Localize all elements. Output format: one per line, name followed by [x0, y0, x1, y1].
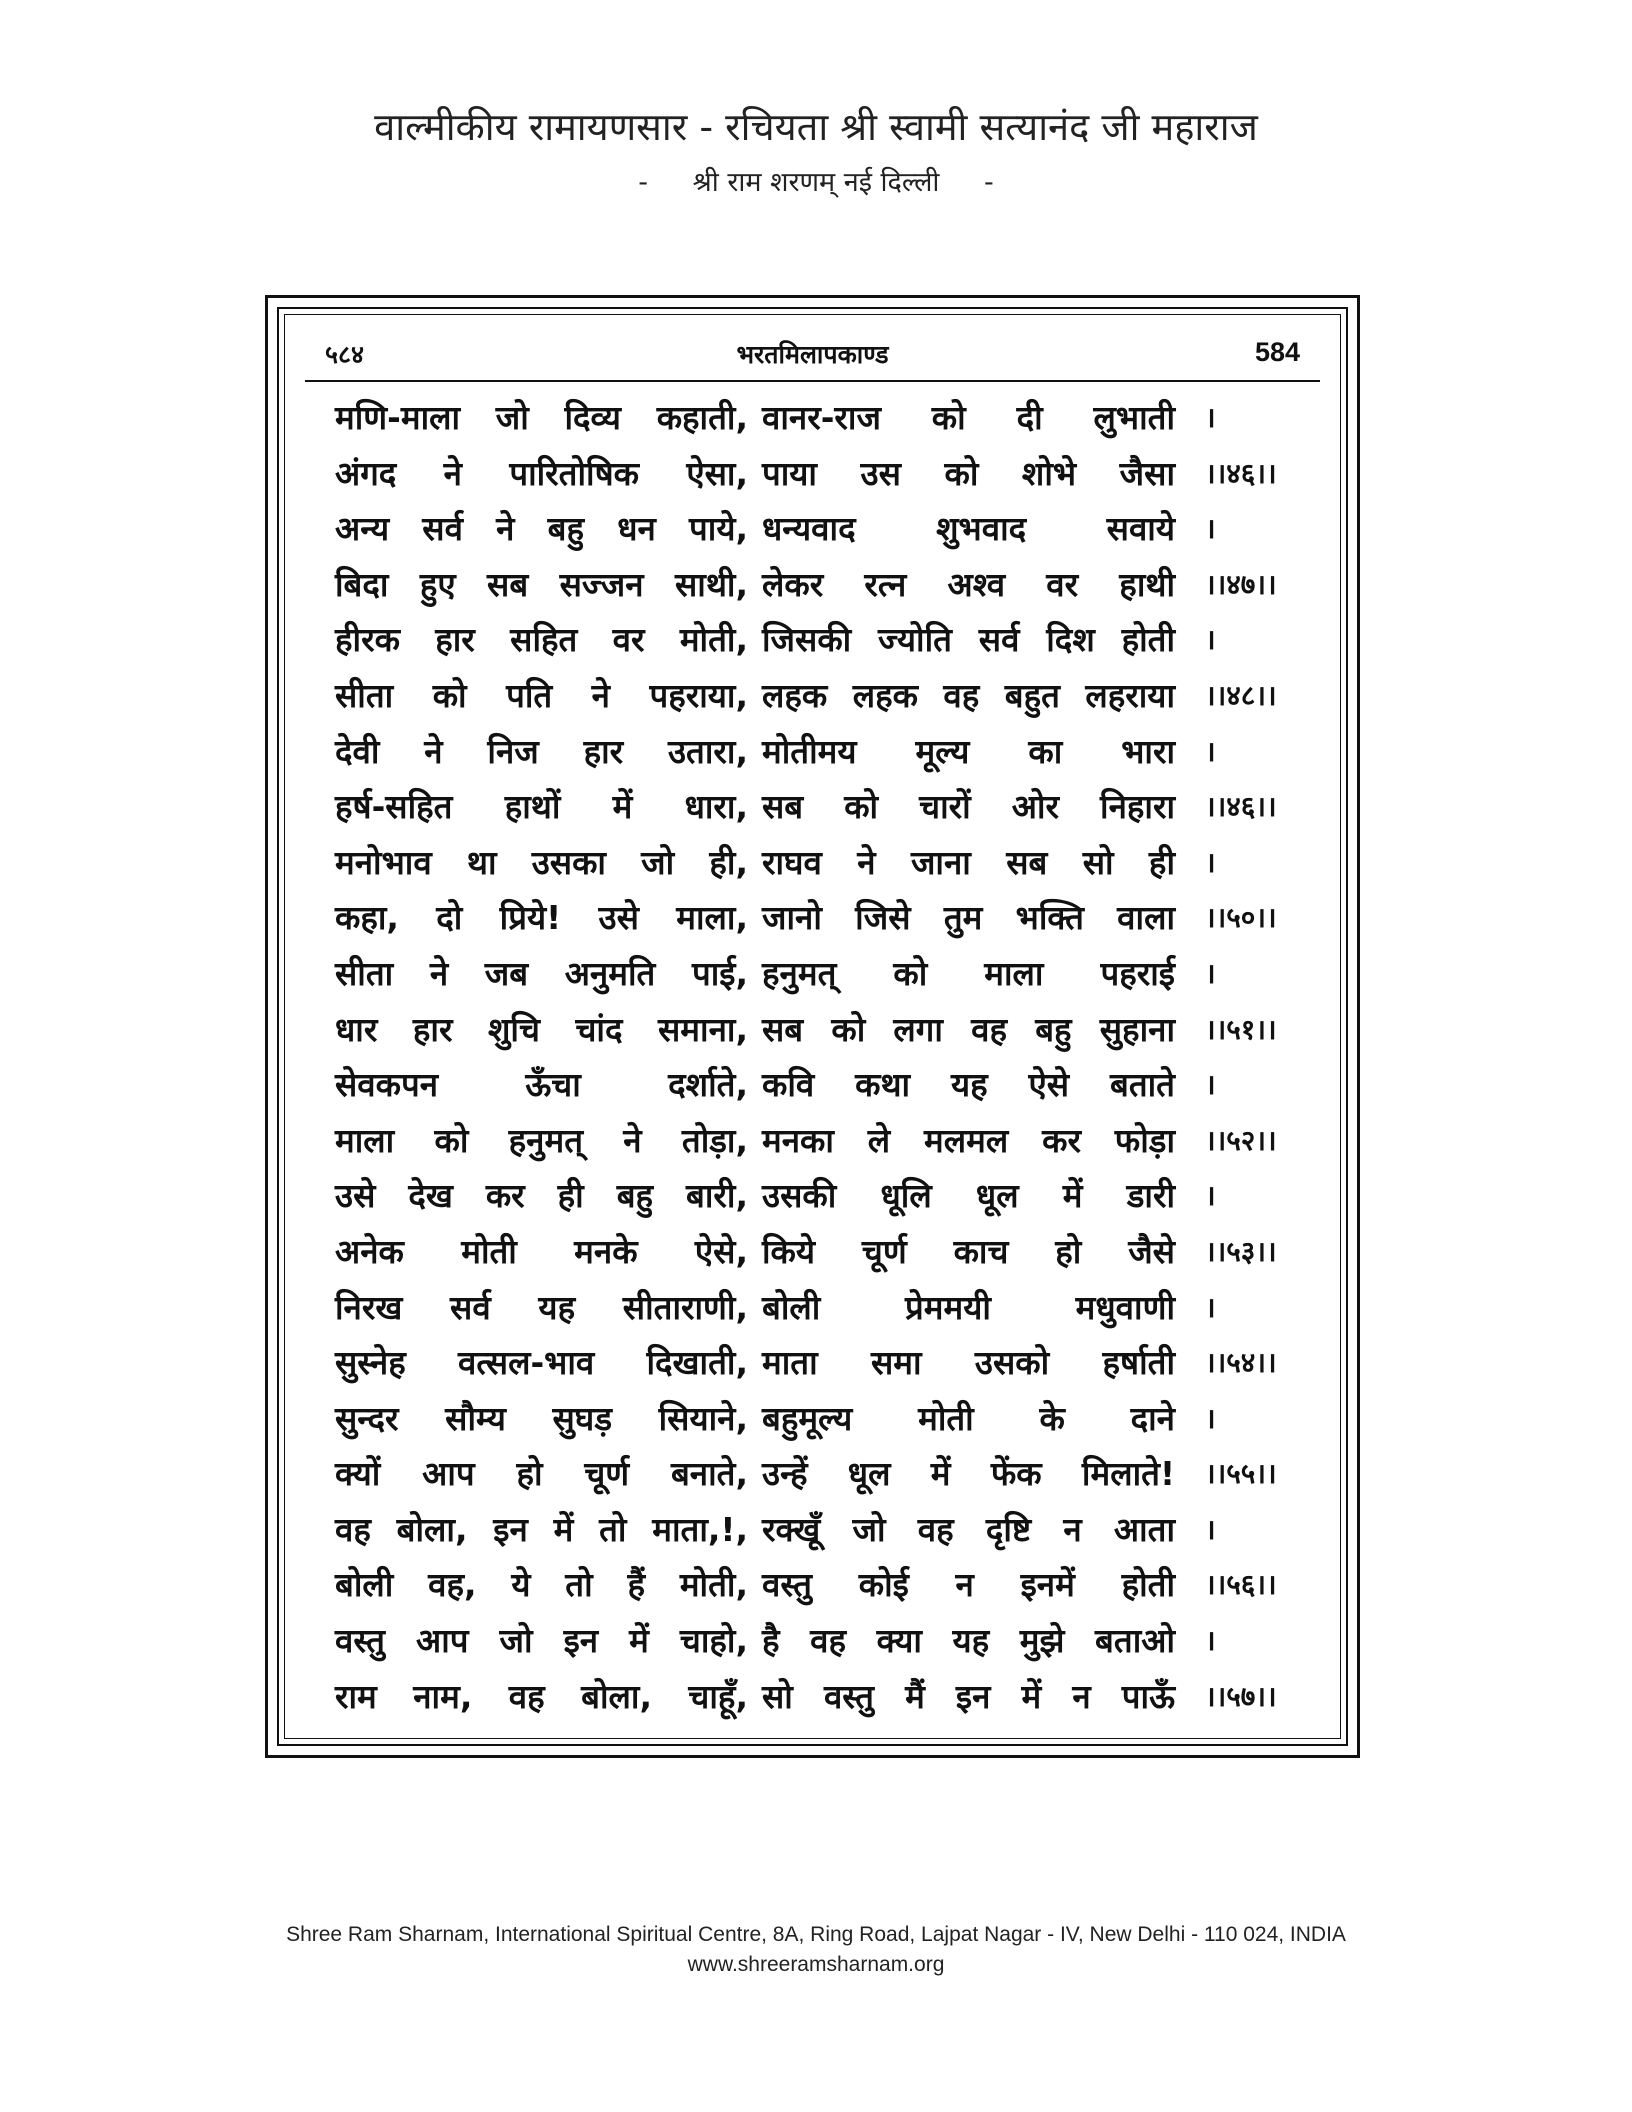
verse-left-half: मनोभाव था उसका जो ही, [335, 842, 748, 882]
verse-right-half: उसकी धूलि धूल में डारी [762, 1176, 1175, 1216]
subtitle-dash-left: - [638, 167, 649, 198]
verse-left-half: सीता ने जब अनुमति पाई, [335, 953, 748, 993]
verse-number: ।।५५।। [1205, 1457, 1277, 1491]
verse-left-half: सुन्दर सौम्य सुघड़ सियाने, [335, 1398, 748, 1438]
verse-number: ।।५२।। [1205, 1123, 1277, 1157]
verse-right-half: सो वस्तु मैं इन में न पाऊँ [762, 1676, 1175, 1716]
verse-number: । [1205, 512, 1216, 546]
verse-number: । [1205, 1624, 1216, 1658]
verse-line [285, 1113, 1340, 1169]
verse-left-half: अनेक मोती मनके ऐसे, [335, 1231, 748, 1271]
verse-number: । [1205, 1401, 1216, 1435]
verse-right-half: धन्यवाद शुभवाद सवाये [762, 509, 1175, 549]
verse-line [285, 946, 1340, 1002]
verse-line [285, 390, 1340, 446]
verse-right-half: कवि कथा यह ऐसे बताते [762, 1065, 1175, 1105]
verse-number: ।।५०।। [1205, 901, 1277, 935]
verse-number: ।।५४।। [1205, 1346, 1277, 1380]
verse-right-half: बहुमूल्य मोती के दाने [762, 1398, 1175, 1438]
verse-number: । [1205, 1068, 1216, 1102]
verse-right-half: उन्हें धूल में फेंक मिलाते! [762, 1454, 1175, 1494]
verse-number: ।।५३।। [1205, 1234, 1277, 1268]
verse-left-half: क्यों आप हो चूर्ण बनाते, [335, 1454, 748, 1494]
verse-line [285, 1502, 1340, 1558]
verse-right-half: हनुमत् को माला पहराई [762, 953, 1175, 993]
verse-left-half: अन्य सर्व ने बहु धन पाये, [335, 509, 748, 549]
verse-right-half: किये चूर्ण काच हो जैसे [762, 1231, 1175, 1271]
verse-number: । [1205, 956, 1216, 990]
verse-number: ।।४६।। [1205, 790, 1277, 824]
verse-line [285, 1391, 1340, 1447]
verse-right-half: मनका ले मलमल कर फोड़ा [762, 1120, 1175, 1160]
verse-number: ।।५१।। [1205, 1012, 1277, 1046]
verse-line [285, 1224, 1340, 1280]
verse-right-half: जानो जिसे तुम भक्ति वाला [762, 898, 1175, 938]
verse-left-half: कहा, दो प्रिये! उसे माला, [335, 898, 748, 938]
header-divider [305, 380, 1320, 382]
verse-line [285, 501, 1340, 557]
verse-left-half: अंगद ने पारितोषिक ऐसा, [335, 453, 748, 493]
verse-line [285, 779, 1340, 835]
verse-right-half: बोली प्रेममयी मधुवाणी [762, 1287, 1175, 1327]
verse-left-half: देवी ने निज हार उतारा, [335, 731, 748, 771]
verse-right-half: माता समा उसको हर्षाती [762, 1343, 1175, 1383]
verse-line [285, 1446, 1340, 1502]
verse-number: । [1205, 401, 1216, 434]
page-frame-innermost [284, 314, 1341, 1739]
chapter-title: भरतमिलापकाण्ड [736, 340, 889, 369]
verse-line [285, 446, 1340, 502]
verse-right-half: वानर-राज को दी लुभाती [762, 398, 1175, 437]
subtitle-text: श्री राम शरणम् नई दिल्ली [692, 167, 940, 198]
verse-number: । [1205, 1290, 1216, 1324]
verse-number: । [1205, 1179, 1216, 1213]
verse-line [285, 835, 1340, 891]
verse-right-half: है वह क्या यह मुझे बताओ [762, 1621, 1175, 1661]
verse-number: । [1205, 734, 1216, 768]
page-number-devanagari: ५८४ [325, 340, 365, 369]
verse-left-half: सीता को पति ने पहराया, [335, 675, 748, 715]
verse-number: ।।४८।। [1205, 678, 1277, 712]
verse-left-half: धार हार शुचि चांद समाना, [335, 1009, 748, 1049]
footer-url: www.shreeramsharnam.org [687, 1953, 945, 1976]
verse-line [285, 1168, 1340, 1224]
verse-number: । [1205, 845, 1216, 879]
verse-number: ।।५६।। [1205, 1568, 1277, 1602]
verse-left-half: बोली वह, ये तो हैं मोती, [335, 1565, 748, 1605]
verse-right-half: रक्खूँ जो वह दृष्टि न आता [762, 1509, 1175, 1549]
verse-line [285, 890, 1340, 946]
verse-left-half: राम नाम, वह बोला, चाहूँ, [335, 1676, 748, 1716]
document-subtitle [0, 162, 1632, 199]
subtitle-dash-right: - [983, 167, 994, 198]
verse-line [285, 1557, 1340, 1613]
verse-left-half: सेवकपन ऊँचा दर्शाते, [335, 1065, 748, 1105]
document-title: वाल्मीकीय रामायणसार - रचियता श्री स्वामी सत्यानंद जी महाराज [374, 105, 1258, 149]
verse-right-half: वस्तु कोई न इनमें होती [762, 1565, 1175, 1605]
verse-right-half: राघव ने जाना सब सो ही [762, 842, 1175, 882]
verse-line [285, 1057, 1340, 1113]
verse-line [285, 1613, 1340, 1669]
verse-line [285, 612, 1340, 668]
verse-number: ।।५७।। [1205, 1679, 1277, 1713]
verse-left-half: वह बोला, इन में तो माता,!, [335, 1509, 748, 1549]
verse-right-half: सब को चारों ओर निहारा [762, 787, 1175, 827]
verse-left-half: मणि-माला जो दिव्य कहाती, [335, 398, 748, 437]
verse-right-half: लहक लहक वह बहुत लहराया [762, 675, 1175, 715]
verse-line [285, 557, 1340, 613]
verse-number: । [1205, 623, 1216, 657]
verse-left-half: हर्ष-सहित हाथों में धारा, [335, 787, 748, 827]
verse-line [285, 1280, 1340, 1336]
verse-left-half: हीरक हार सहित वर मोती, [335, 620, 748, 660]
verse-number: ।।४७।। [1205, 567, 1277, 601]
verse-line [285, 1002, 1340, 1058]
verse-left-half: सुस्नेह वत्सल-भाव दिखाती, [335, 1343, 748, 1383]
page-number-latin: 584 [1254, 337, 1300, 367]
verse-list [285, 390, 1340, 1724]
page-frame [265, 295, 1360, 1758]
verse-number: ।।४६।। [1205, 456, 1277, 490]
verse-line [285, 668, 1340, 724]
verse-left-half: बिदा हुए सब सज्जन साथी, [335, 564, 748, 604]
verse-right-half: मोतीमय मूल्य का भारा [762, 731, 1175, 771]
page-header [325, 337, 1300, 377]
verse-right-half: जिसकी ज्योति सर्व दिश होती [762, 620, 1175, 660]
verse-line [285, 1335, 1340, 1391]
verse-left-half: निरख सर्व यह सीताराणी, [335, 1287, 748, 1327]
verse-number: । [1205, 1512, 1216, 1546]
verse-left-half: माला को हनुमत् ने तोड़ा, [335, 1120, 748, 1160]
footer-address: Shree Ram Sharnam, International Spiritual Centre, 8A, Ring Road, Lajpat Nagar - IV, New Delhi - 110 024, INDIA [286, 1923, 1346, 1946]
verse-right-half: सब को लगा वह बहु सुहाना [762, 1009, 1175, 1049]
verse-line [285, 1669, 1340, 1725]
verse-left-half: उसे देख कर ही बहु बारी, [335, 1176, 748, 1216]
verse-right-half: लेकर रत्न अश्व वर हाथी [762, 564, 1175, 604]
verse-right-half: पाया उस को शोभे जैसा [762, 453, 1175, 493]
verse-line [285, 724, 1340, 780]
verse-left-half: वस्तु आप जो इन में चाहो, [335, 1621, 748, 1661]
page-frame-inner [277, 307, 1348, 1746]
